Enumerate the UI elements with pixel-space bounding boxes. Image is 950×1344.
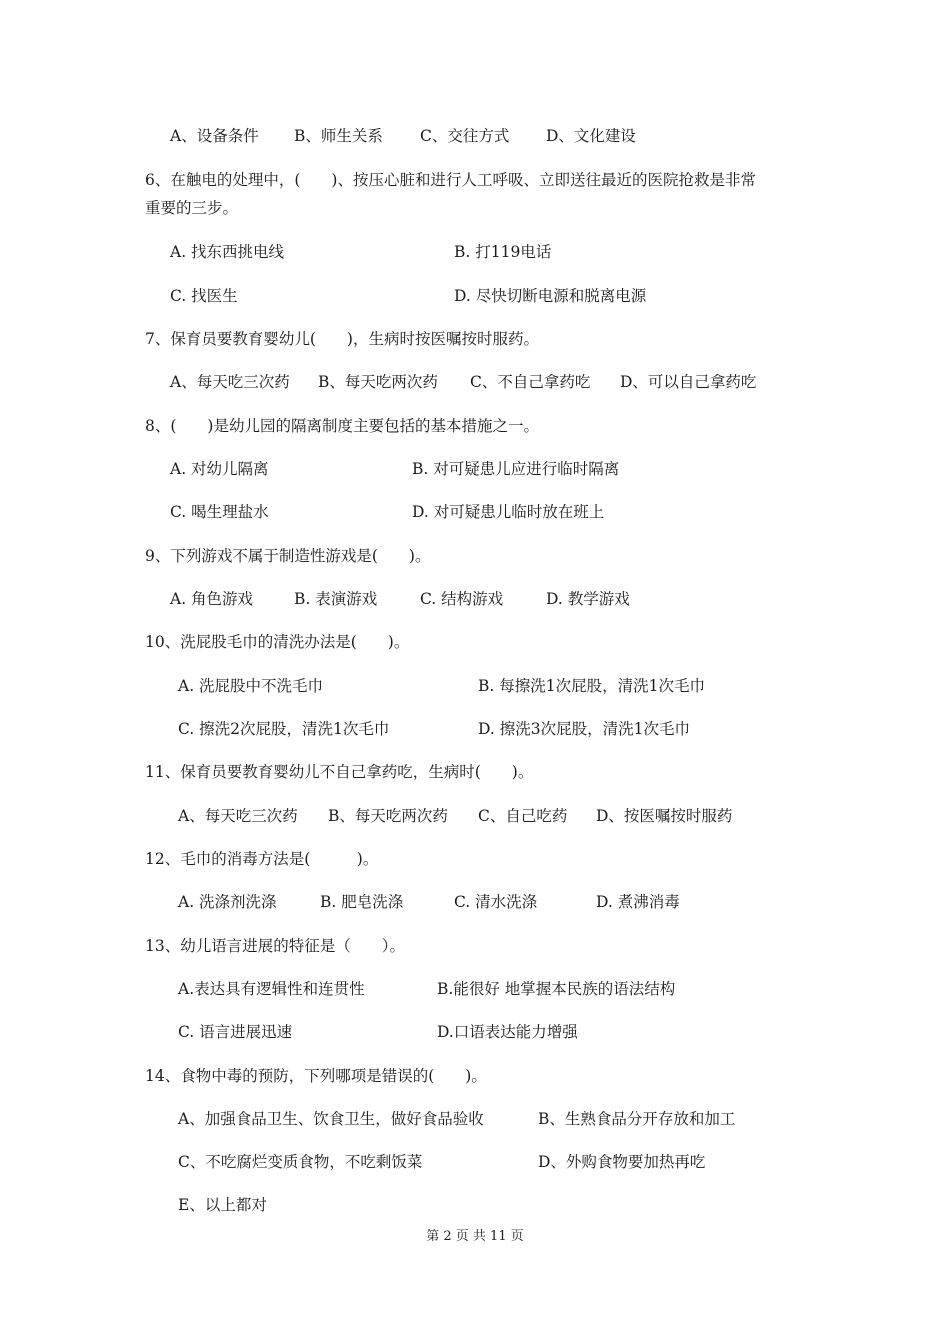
q8-option-a: A. 对幼儿隔离 [170, 460, 269, 478]
q9-stem: 9、下列游戏不属于制造性游戏是( )。 [145, 547, 431, 565]
q11-option-a: A、每天吃三次药 [178, 807, 298, 825]
q10-option-b: B. 每擦洗1次屁股，清洗1次毛巾 [478, 677, 705, 695]
q7-option-a: A、每天吃三次药 [170, 373, 290, 391]
q6-stem-line2: 重要的三步。 [145, 199, 239, 217]
q12-option-c: C. 清水洗涤 [454, 893, 538, 911]
q6-option-d: D. 尽快切断电源和脱离电源 [454, 287, 647, 305]
q13-option-c: C. 语言进展迅速 [178, 1023, 293, 1041]
q5-option-d: D、文化建设 [546, 127, 636, 145]
q6-option-a: A. 找东西挑电线 [170, 243, 285, 261]
q8-option-d: D. 对可疑患儿临时放在班上 [412, 503, 605, 521]
q7-option-d: D、可以自己拿药吃 [620, 373, 757, 391]
q12-stem: 12、毛巾的消毒方法是( )。 [145, 850, 379, 868]
q9-option-b: B. 表演游戏 [294, 590, 378, 608]
q5-option-b: B、师生关系 [294, 127, 383, 145]
q12-option-a: A. 洗涤剂洗涤 [178, 893, 277, 911]
q6-option-c: C. 找医生 [170, 287, 238, 305]
q6-stem-line1: 6、在触电的处理中，( )、按压心脏和进行人工呼吸、立即送往最近的医院抢救是非常 [145, 171, 756, 189]
q7-option-b: B、每天吃两次药 [318, 373, 438, 391]
q8-stem: 8、( )是幼儿园的隔离制度主要包括的基本措施之一。 [145, 417, 539, 435]
q10-option-a: A. 洗屁股中不洗毛巾 [178, 677, 324, 695]
q14-stem: 14、食物中毒的预防，下列哪项是错误的( )。 [145, 1067, 487, 1085]
q13-option-b: B.能很好 地掌握本民族的语法结构 [437, 980, 676, 998]
q14-option-b: B、生熟食品分开存放和加工 [538, 1110, 736, 1128]
q11-option-c: C、自己吃药 [478, 807, 568, 825]
q12-option-d: D. 煮沸消毒 [596, 893, 680, 911]
q10-option-c: C. 擦洗2次屁股，清洗1次毛巾 [178, 720, 390, 738]
q10-stem: 10、洗屁股毛巾的清洗办法是( )。 [145, 633, 410, 651]
q9-option-c: C. 结构游戏 [420, 590, 504, 608]
q8-option-c: C. 喝生理盐水 [170, 503, 269, 521]
q7-option-c: C、不自己拿药吃 [470, 373, 591, 391]
q14-option-a: A、加强食品卫生、饮食卫生，做好食品验收 [178, 1110, 484, 1128]
q7-stem: 7、保育员要教育婴幼儿( )，生病时按医嘱按时服药。 [145, 330, 539, 348]
q13-option-a: A.表达具有逻辑性和连贯性 [178, 980, 365, 998]
q5-option-c: C、交往方式 [420, 127, 510, 145]
q13-stem: 13、幼儿语言进展的特征是（ ）。 [145, 937, 405, 955]
q12-option-b: B. 肥皂洗涤 [320, 893, 404, 911]
q10-option-d: D. 擦洗3次屁股，清洗1次毛巾 [478, 720, 690, 738]
q11-option-b: B、每天吃两次药 [328, 807, 448, 825]
page-footer: 第 2 页 共 11 页 [426, 1229, 524, 1244]
q14-option-c: C、不吃腐烂变质食物，不吃剩饭菜 [178, 1153, 423, 1171]
q13-option-d: D.口语表达能力增强 [437, 1023, 578, 1041]
q11-stem: 11、保育员要教育婴幼儿不自己拿药吃，生病时( )。 [145, 763, 534, 781]
q5-option-a: A、设备条件 [170, 127, 259, 145]
q14-option-d: D、外购食物要加热再吃 [538, 1153, 706, 1171]
q8-option-b: B. 对可疑患儿应进行临时隔离 [412, 460, 620, 478]
q11-option-d: D、按医嘱按时服药 [596, 807, 733, 825]
q9-option-a: A. 角色游戏 [170, 590, 254, 608]
q9-option-d: D. 教学游戏 [546, 590, 630, 608]
q6-option-b: B. 打119电话 [454, 243, 552, 261]
q14-option-e: E、以上都对 [178, 1196, 267, 1214]
